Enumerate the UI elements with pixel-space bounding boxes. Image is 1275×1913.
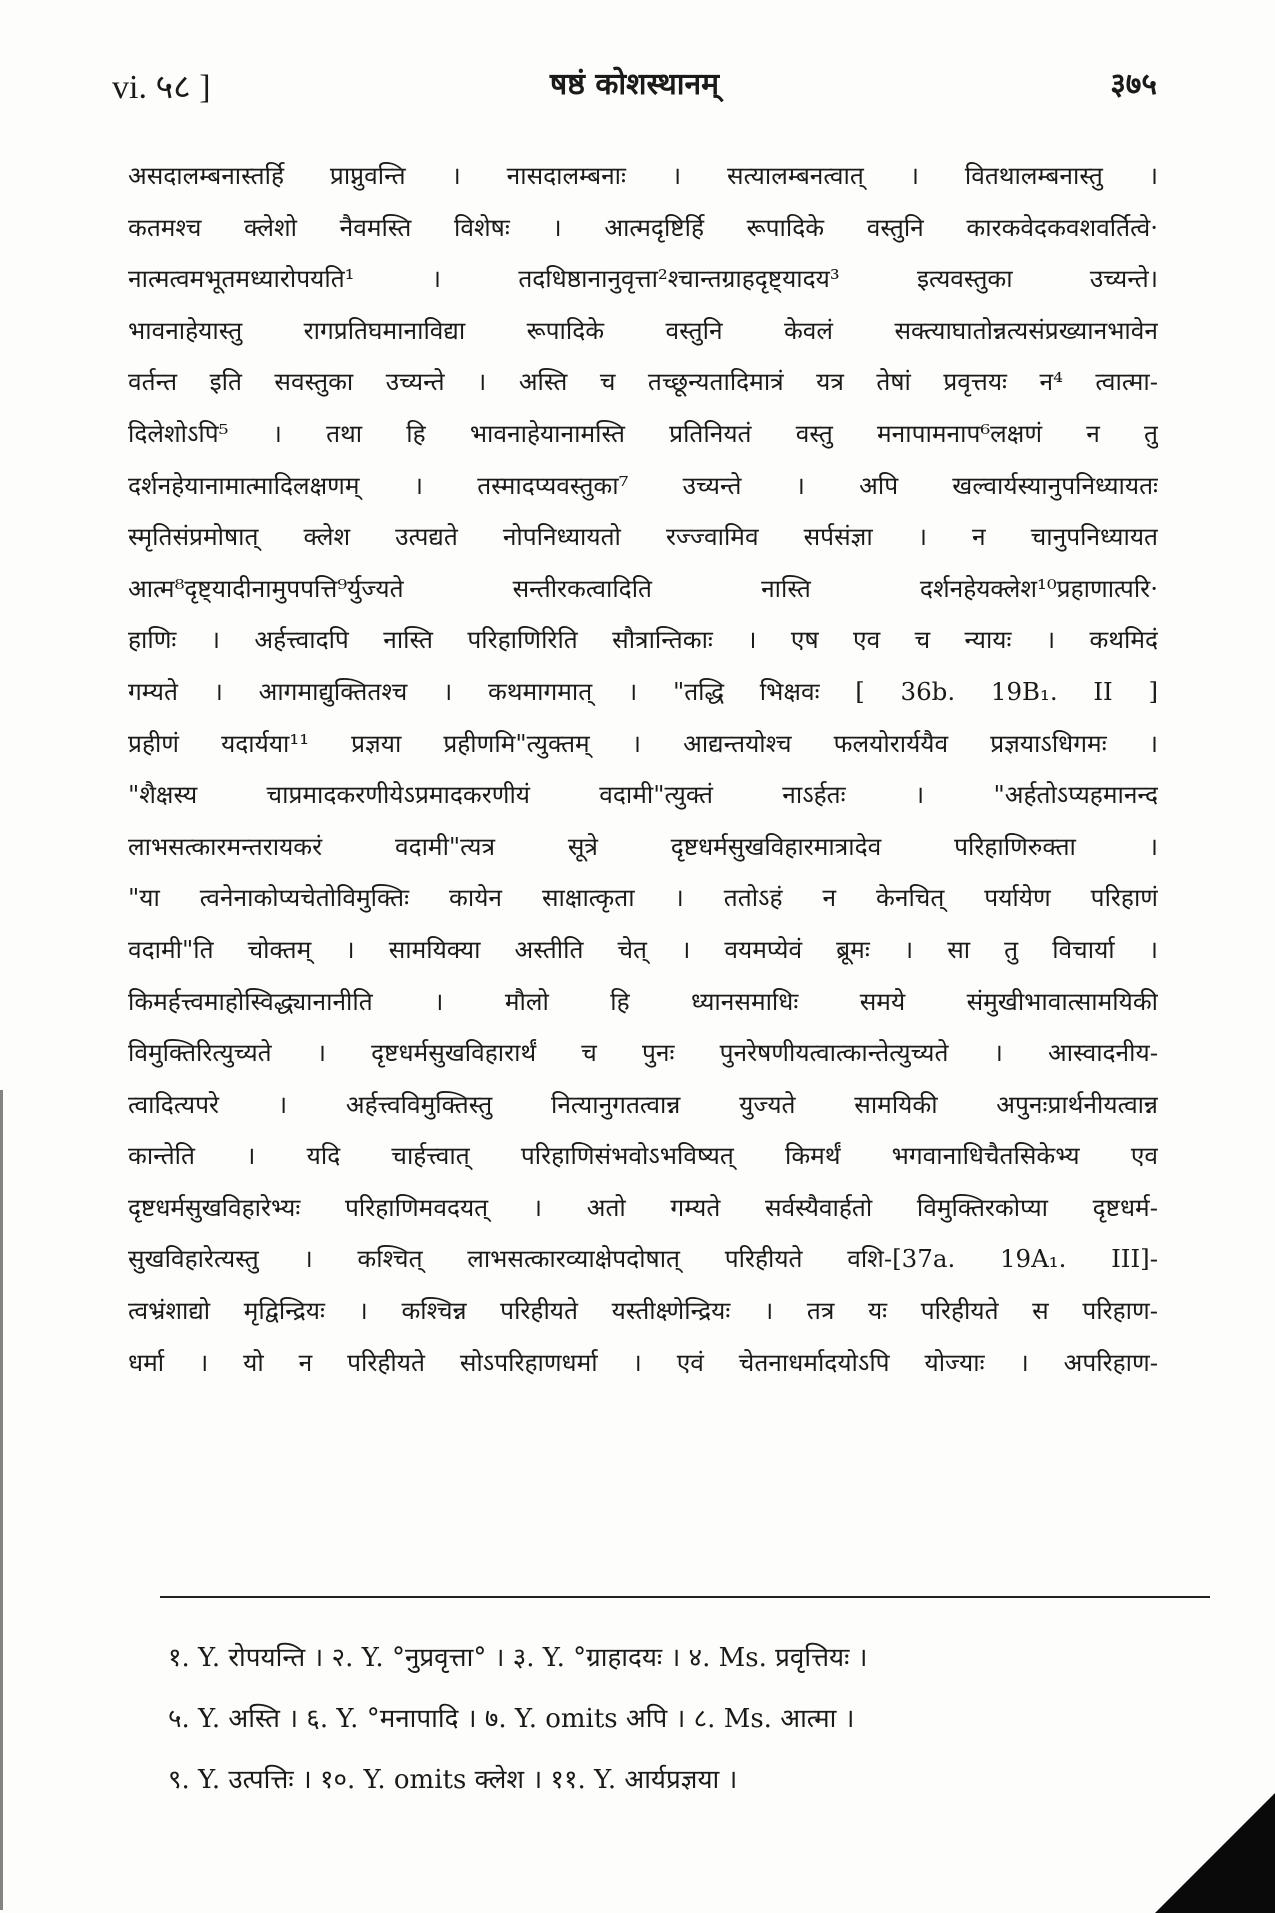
footnote-line: ५. Y. अस्ति । ६. Y. °मनापादि । ७. Y. omits अपि । ८. Ms. आत्मा ।	[168, 1704, 855, 1734]
text-line: "या त्वनेनाकोप्यचेतोविमुक्तिः कायेन साक्षात्कृता । ततोऽहं न केनचित् पर्यायेण परिहाणं	[128, 883, 1158, 913]
text-line: सुखविहारेत्यस्तु । कश्चित् लाभसत्कारव्याक्षेपदोषात् परिहीयते वशि-[37a. 19A₁. III]-	[128, 1244, 1158, 1274]
text-line: धर्मा । यो न परिहीयते सोऽपरिहाणधर्मा । एवं चेतनाधर्मादयोऽपि योज्याः । अपरिहाण-	[128, 1347, 1158, 1377]
text-line: किमर्हत्त्वमाहोस्विद्ध्यानानीति । मौलो हि ध्यानसमाधिः समये संमुखीभावात्सामयिकी	[128, 986, 1158, 1016]
text-line: वदामी"ति चोक्तम् । सामयिक्या अस्तीति चेत् । वयमप्येवं ब्रूमः । सा तु विचार्या ।	[128, 934, 1158, 964]
text-line: त्वादित्यपरे । अर्हत्त्वविमुक्तिस्तु नित्यानुगतत्वान्न युज्यते सामयिकी अपुनःप्रार्थनीयत्वान्न	[128, 1089, 1158, 1119]
text-line: कतमश्च क्लेशो नैवमस्ति विशेषः । आत्मदृष्टिर्हि रूपादिके वस्तुनि कारकवेदकवशवर्तित्वे·	[128, 212, 1158, 242]
text-line: प्रहीणं यदार्यया¹¹ प्रज्ञया प्रहीणमि"त्युक्तम् । आद्यन्तयोश्च फलयोरार्ययैव प्रज्ञयाऽधिगमः ।	[128, 728, 1158, 758]
running-title: षष्ठं कोशस्थानम्	[549, 67, 720, 102]
binding-edge-mark	[0, 1090, 17, 1910]
chapter-reference: vi. ५८ ]	[112, 69, 211, 106]
main-text-block	[128, 150, 1158, 1388]
text-line: वर्तन्त इति सवस्तुका उच्यन्ते । अस्ति च तच्छून्यतादिमात्रं यत्र तेषां प्रवृत्तयः न⁴ त्वात्मा-	[128, 367, 1158, 397]
text-line: दर्शनहेयानामात्मादिलक्षणम् । तस्मादप्यवस्तुका⁷ उच्यन्ते । अपि खल्वार्यस्यानुपनिध्यायतः	[128, 470, 1158, 500]
page-header	[112, 62, 1157, 122]
footnote-divider	[160, 1596, 1210, 1598]
text-line: स्मृतिसंप्रमोषात् क्लेश उत्पद्यते नोपनिध्यायतो रज्ज्वामिव सर्पसंज्ञा । न चानुपनिध्यायत	[128, 522, 1158, 552]
text-line: लाभसत्कारमन्तरायकरं वदामी"त्यत्र सूत्रे दृष्टधर्मसुखविहारमात्रादेव परिहाणिरुक्ता ।	[128, 831, 1158, 861]
text-line: हाणिः । अर्हत्त्वादपि नास्ति परिहाणिरिति सौत्रान्तिकाः । एष एव च न्यायः । कथमिदं	[128, 625, 1158, 655]
scan-corner-shadow	[1155, 1793, 1275, 1913]
page-number: ३७५	[1110, 67, 1157, 102]
text-line: "शैक्षस्य चाप्रमादकरणीयेऽप्रमादकरणीयं वदामी"त्युक्तं नाऽर्हतः । "अर्हतोऽप्यहमानन्द	[128, 780, 1158, 810]
text-line: कान्तेति । यदि चार्हत्त्वात् परिहाणिसंभवोऽभविष्यत् किमर्थं भगवानाधिचैतसिकेभ्य एव	[128, 1141, 1158, 1171]
text-line: विमुक्तिरित्युच्यते । दृष्टधर्मसुखविहारार्थं च पुनः पुनरेषणीयत्वात्कान्तेत्युच्यते । आस्वादनीय-	[128, 1038, 1158, 1068]
footnote-line: ९. Y. उत्पत्तिः । १०. Y. omits क्लेश । ११. Y. आर्यप्रज्ञया ।	[168, 1765, 738, 1795]
text-line: असदालम्बनास्तर्हि प्राप्नुवन्ति । नासदालम्बनाः । सत्यालम्बनत्वात् । वितथालम्बनास्तु ।	[128, 161, 1158, 190]
footnotes-block	[168, 1628, 1188, 1811]
text-line: नात्मत्वमभूतमध्यारोपयति¹ । तदधिष्ठानानुवृत्ता²श्चान्तग्राहदृष्ट्यादय³ इत्यवस्तुका उच्यन्ते।	[128, 264, 1158, 294]
text-line: त्वभ्रंशाद्यो मृद्विन्द्रियः । कश्चिन्न परिहीयते यस्तीक्ष्णेन्द्रियः । तत्र यः परिहीयते स परिहाण-	[128, 1296, 1158, 1326]
footnote-line: १. Y. रोपयन्ति । २. Y. °नुप्रवृत्ता° । ३. Y. °ग्राहादयः । ४. Ms. प्रवृत्तियः ।	[168, 1643, 868, 1673]
text-line: आत्म⁸दृष्ट्यादीनामुपपत्ति⁹र्युज्यते सन्तीरकत्वादिति नास्ति दर्शनहेयक्लेश¹⁰प्रहाणात्परि·	[128, 573, 1158, 603]
text-line: भावनाहेयास्तु रागप्रतिघमानाविद्या रूपादिके वस्तुनि केवलं सक्त्याघातोन्नत्यसंप्रख्यानभावेन	[128, 315, 1158, 345]
text-line: गम्यते । आगमाद्युक्तितश्च । कथमागमात् । "तद्धि भिक्षवः [ 36b. 19B₁. II ]	[128, 676, 1158, 706]
text-line: दिलेशोऽपि⁵ । तथा हि भावनाहेयानामस्ति प्रतिनियतं वस्तु मनापामनाप⁶लक्षणं न तु	[128, 418, 1158, 448]
text-line: दृष्टधर्मसुखविहारेभ्यः परिहाणिमवदयत् । अतो गम्यते सर्वस्यैवार्हतो विमुक्तिरकोप्या दृष्टधर्म-	[128, 1192, 1158, 1222]
